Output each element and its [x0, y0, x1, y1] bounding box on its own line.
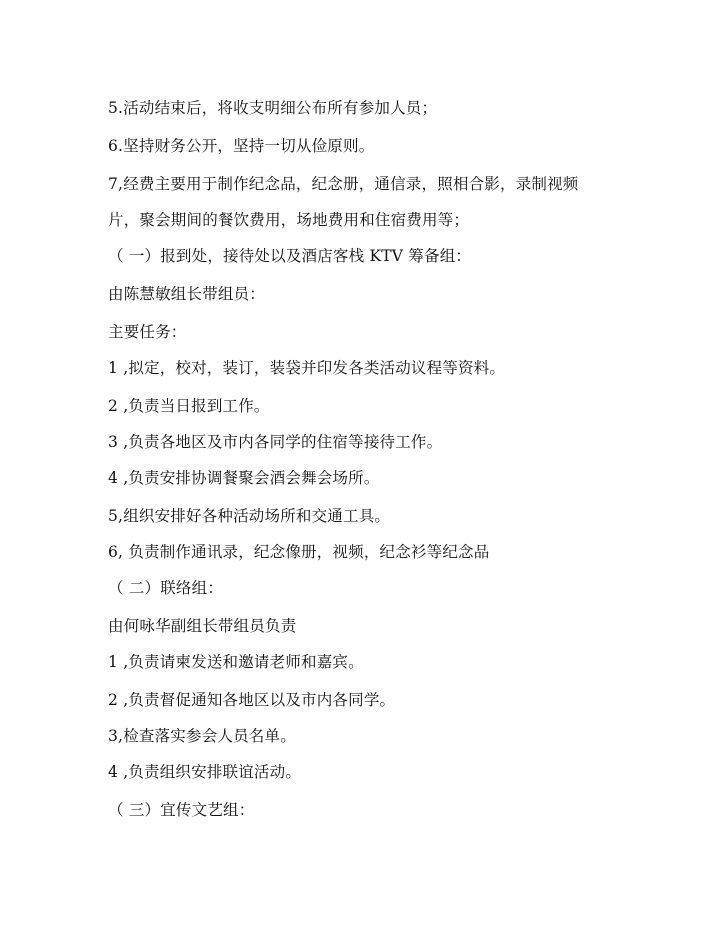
text-line-6: 由陈慧敏组长带组员：	[108, 285, 266, 303]
list-item: 1 ,拟定，校对，装订，装袋并印发各类活动议程等资料。	[108, 359, 506, 377]
section-heading-1: （ 一）报到处，接待处以及酒店客栈 KTV 筹备组：	[108, 247, 472, 265]
list-item: 4 ,负责安排协调餐聚会酒会舞会场所。	[108, 469, 380, 487]
list-item: 5,组织安排好各种活动场所和交通工具。	[108, 507, 391, 525]
text-line-7: 主要任务：	[108, 323, 187, 341]
list-item: 6, 负责制作通讯录，纪念像册，视频，纪念衫等纪念品	[108, 543, 490, 561]
list-item: 2 ,负责督促通知各地区以及市内各同学。	[108, 691, 396, 709]
text-line-1: 5.活动结束后，将收支明细公布所有参加人员；	[108, 99, 438, 117]
text-line-15: 由何咏华副组长带组员负责	[108, 617, 297, 635]
text-line-3: 7,经费主要用于制作纪念品，纪念册，通信录，照相合影，录制视频	[108, 175, 579, 193]
list-item: 3 ,负责各地区及市内各同学的住宿等接待工作。	[108, 433, 443, 451]
text-line-4: 片，聚会期间的餐饮费用，场地费用和住宿费用等；	[108, 211, 470, 229]
list-item: 2 ,负责当日报到工作。	[108, 397, 270, 415]
list-item: 3,检查落实参会人员名单。	[108, 727, 296, 745]
text-line-2: 6.坚持财务公开，坚持一切从俭原则。	[108, 137, 375, 155]
list-item: 1 ,负责请柬发送和邀请老师和嘉宾。	[108, 653, 364, 671]
list-item: 4 ,负责组织安排联谊活动。	[108, 763, 302, 781]
section-heading-3: （ 三）宜传文艺组：	[108, 801, 255, 819]
section-heading-2: （ 二）联络组：	[108, 579, 224, 597]
